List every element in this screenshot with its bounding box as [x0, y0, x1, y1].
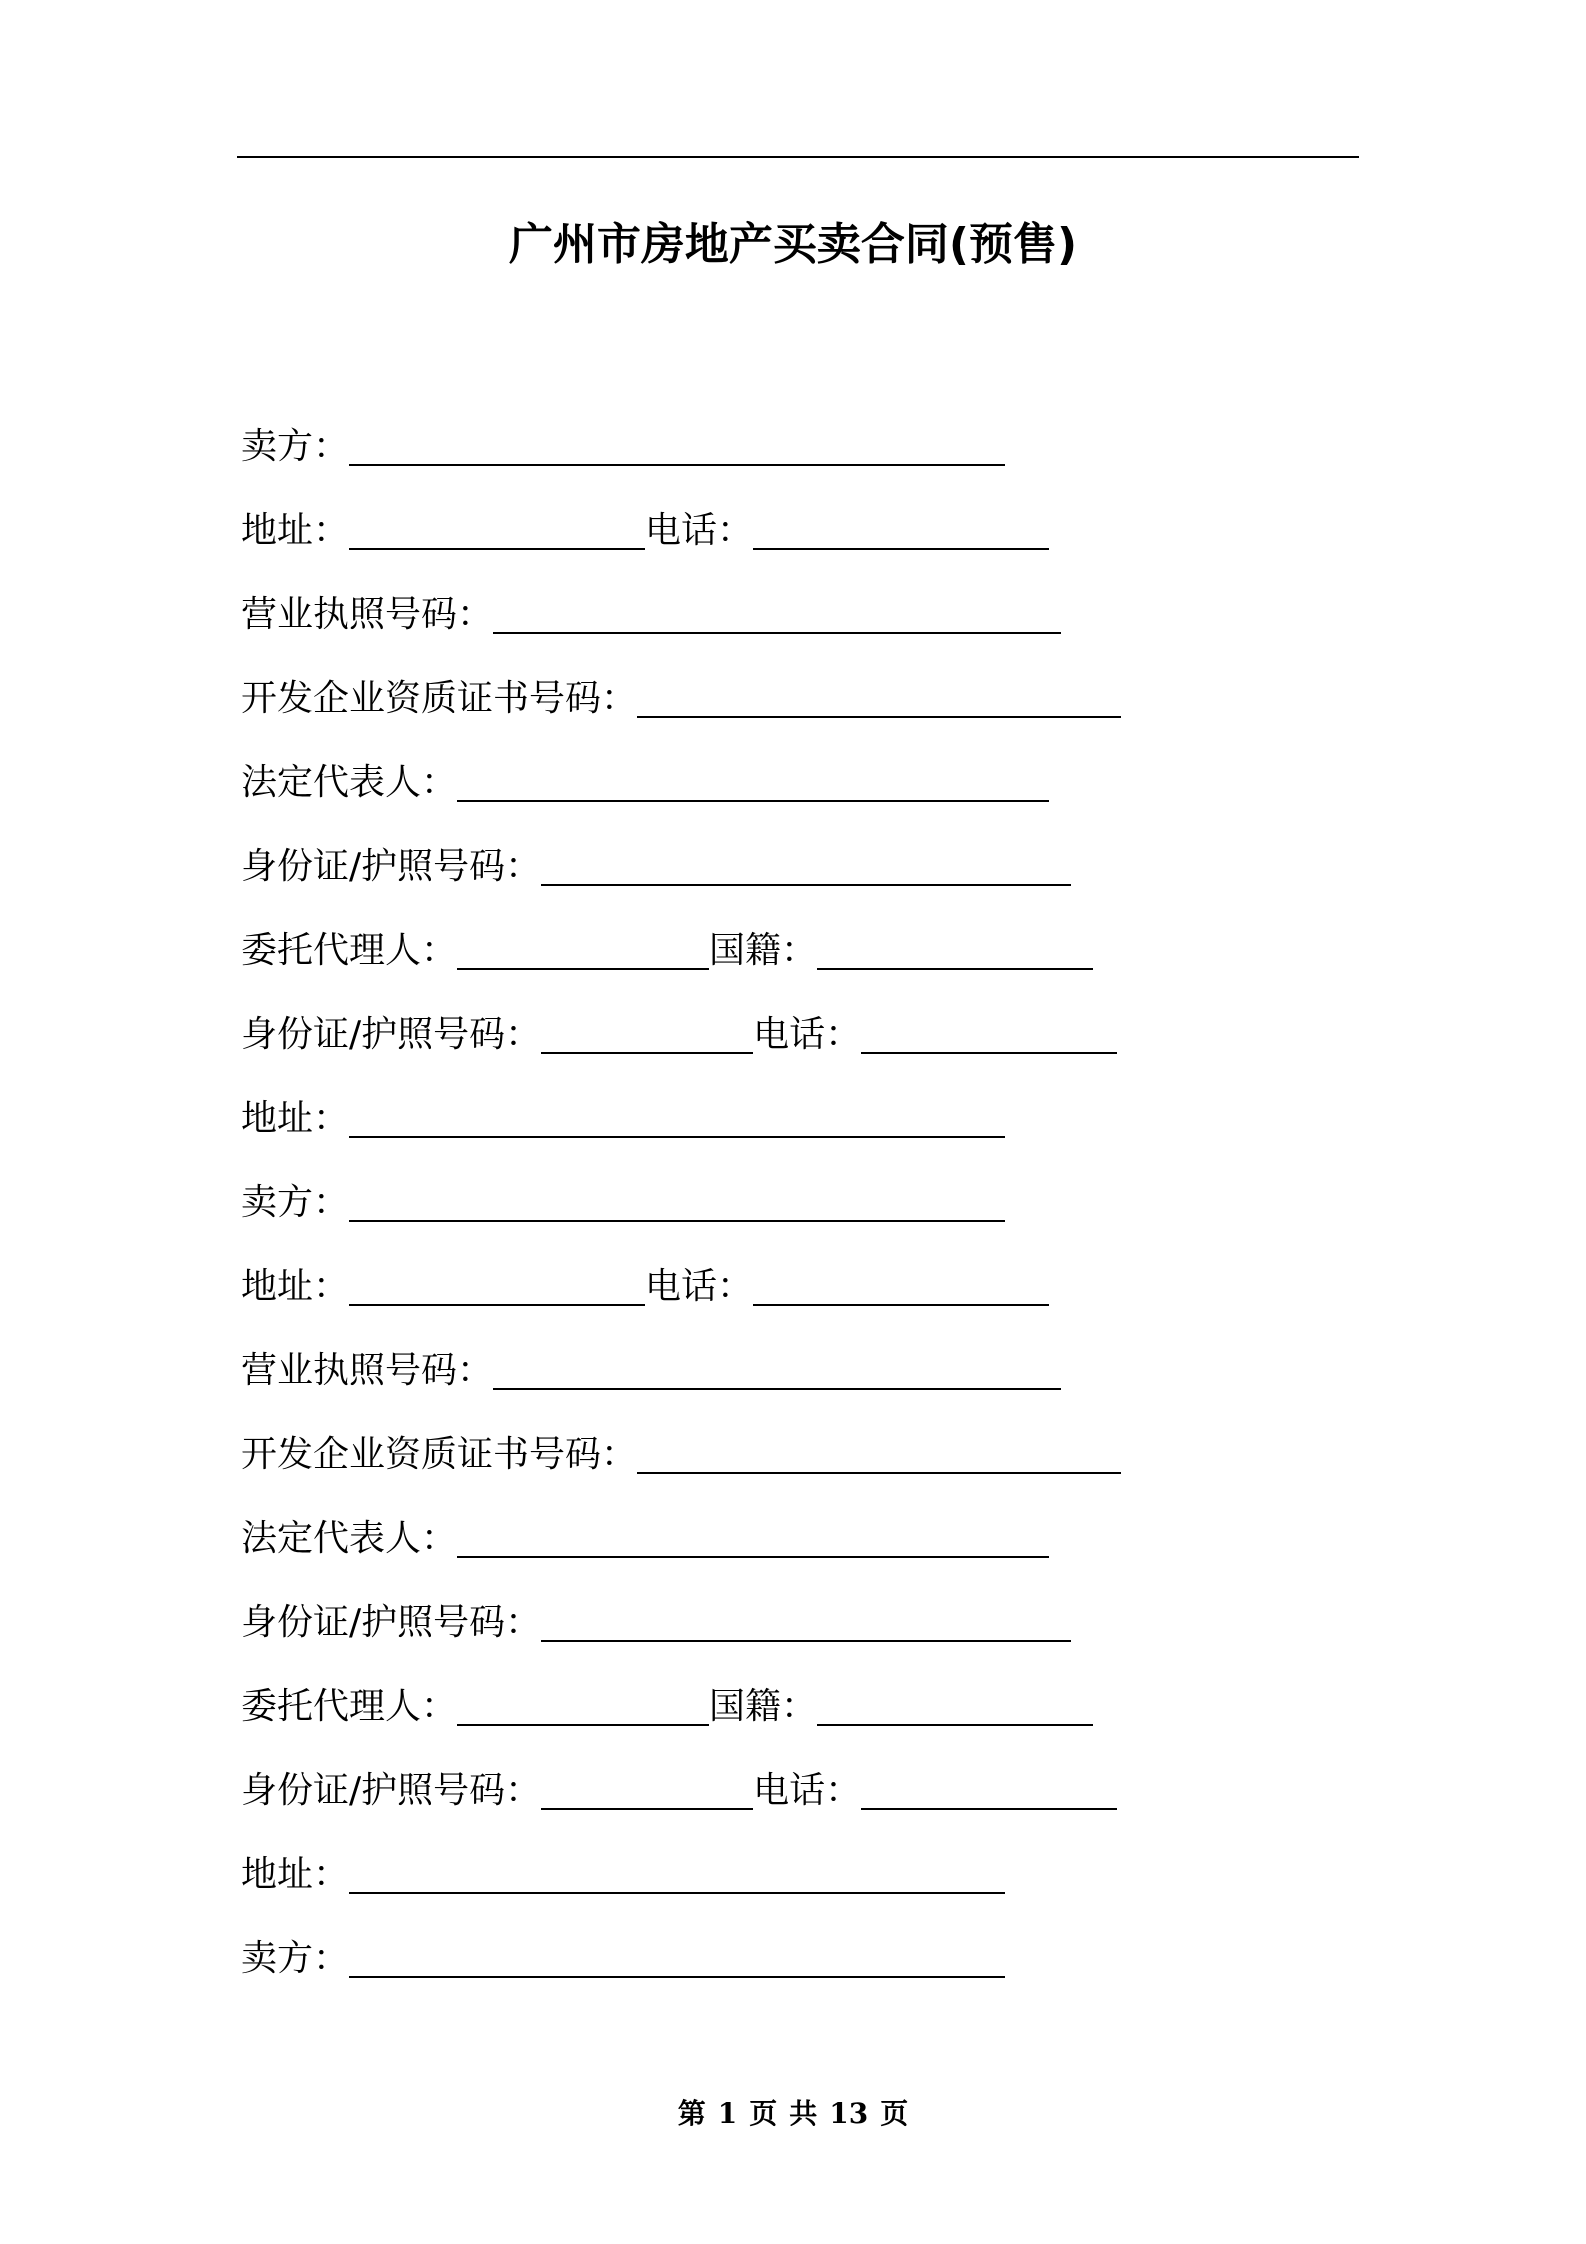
form-row — [241, 1672, 1093, 1732]
field-label: 身份证/护照号码： — [241, 1770, 542, 1811]
fill-blank[interactable] — [541, 1018, 753, 1054]
header-rule — [237, 156, 1359, 158]
fill-blank[interactable] — [457, 1522, 1049, 1558]
field-label: 地址： — [241, 1266, 350, 1307]
field-label: 委托代理人： — [241, 1686, 458, 1727]
fill-blank[interactable] — [817, 1690, 1093, 1726]
fill-blank[interactable] — [541, 1774, 753, 1810]
field-label: 地址： — [241, 1098, 350, 1139]
form-row — [241, 1588, 1071, 1648]
form-row — [241, 1840, 1005, 1900]
field-label: 身份证/护照号码： — [241, 1602, 542, 1643]
form-row — [241, 496, 1049, 556]
field-label: 开发企业资质证书号码： — [241, 1434, 638, 1475]
form-row — [241, 580, 1061, 640]
field-label: 地址： — [241, 510, 350, 551]
field-label: 地址： — [241, 1854, 350, 1895]
field-label: 电话： — [753, 1770, 862, 1811]
form-row — [241, 1168, 1005, 1228]
field-label: 国籍： — [709, 1686, 818, 1727]
fill-blank[interactable] — [753, 1270, 1049, 1306]
form-row — [241, 1924, 1005, 1984]
form-row — [241, 1000, 1117, 1060]
form-row — [241, 1252, 1049, 1312]
form-row — [241, 1504, 1049, 1564]
fill-blank[interactable] — [457, 766, 1049, 802]
fill-blank[interactable] — [457, 1690, 709, 1726]
fill-blank[interactable] — [493, 1354, 1061, 1390]
field-label: 身份证/护照号码： — [241, 846, 542, 887]
footer-page-word: 页 — [749, 2097, 778, 2130]
field-label: 营业执照号码： — [241, 594, 494, 635]
page-footer — [0, 2094, 1586, 2134]
fill-blank[interactable] — [541, 850, 1071, 886]
form-row — [241, 748, 1049, 808]
field-label: 营业执照号码： — [241, 1350, 494, 1391]
form-row — [241, 916, 1093, 976]
footer-suffix: 页 — [880, 2097, 909, 2130]
fill-blank[interactable] — [349, 1102, 1005, 1138]
fill-blank[interactable] — [861, 1018, 1117, 1054]
fill-blank[interactable] — [349, 1942, 1005, 1978]
current-page-number: 1 — [717, 2097, 738, 2130]
field-label: 电话： — [645, 510, 754, 551]
footer-prefix: 第 — [677, 2097, 706, 2130]
fill-blank[interactable] — [861, 1774, 1117, 1810]
field-label: 法定代表人： — [241, 1518, 458, 1559]
field-label: 卖方： — [241, 1182, 350, 1223]
field-label: 开发企业资质证书号码： — [241, 678, 638, 719]
field-label: 身份证/护照号码： — [241, 1014, 542, 1055]
fill-blank[interactable] — [817, 934, 1093, 970]
form-row — [241, 1420, 1121, 1480]
total-page-count: 13 — [829, 2097, 869, 2130]
form-row — [241, 664, 1121, 724]
fill-blank[interactable] — [637, 1438, 1121, 1474]
fill-blank[interactable] — [349, 430, 1005, 466]
fill-blank[interactable] — [637, 682, 1121, 718]
field-label: 电话： — [753, 1014, 862, 1055]
fill-blank[interactable] — [349, 514, 645, 550]
field-label: 卖方： — [241, 426, 350, 467]
fill-blank[interactable] — [457, 934, 709, 970]
field-label: 法定代表人： — [241, 762, 458, 803]
fill-blank[interactable] — [349, 1186, 1005, 1222]
field-label: 委托代理人： — [241, 930, 458, 971]
footer-total-word: 共 — [789, 2097, 818, 2130]
field-label: 卖方： — [241, 1938, 350, 1979]
form-row — [241, 1756, 1117, 1816]
field-label: 电话： — [645, 1266, 754, 1307]
form-row — [241, 1084, 1005, 1144]
fill-blank[interactable] — [349, 1270, 645, 1306]
fill-blank[interactable] — [541, 1606, 1071, 1642]
fill-blank[interactable] — [493, 598, 1061, 634]
field-label: 国籍： — [709, 930, 818, 971]
form-row — [241, 832, 1071, 892]
document-title: 广州市房地产买卖合同(预售) — [508, 219, 1078, 270]
fill-blank[interactable] — [349, 1858, 1005, 1894]
form-row — [241, 1336, 1061, 1396]
fill-blank[interactable] — [753, 514, 1049, 550]
form-row — [241, 412, 1005, 472]
